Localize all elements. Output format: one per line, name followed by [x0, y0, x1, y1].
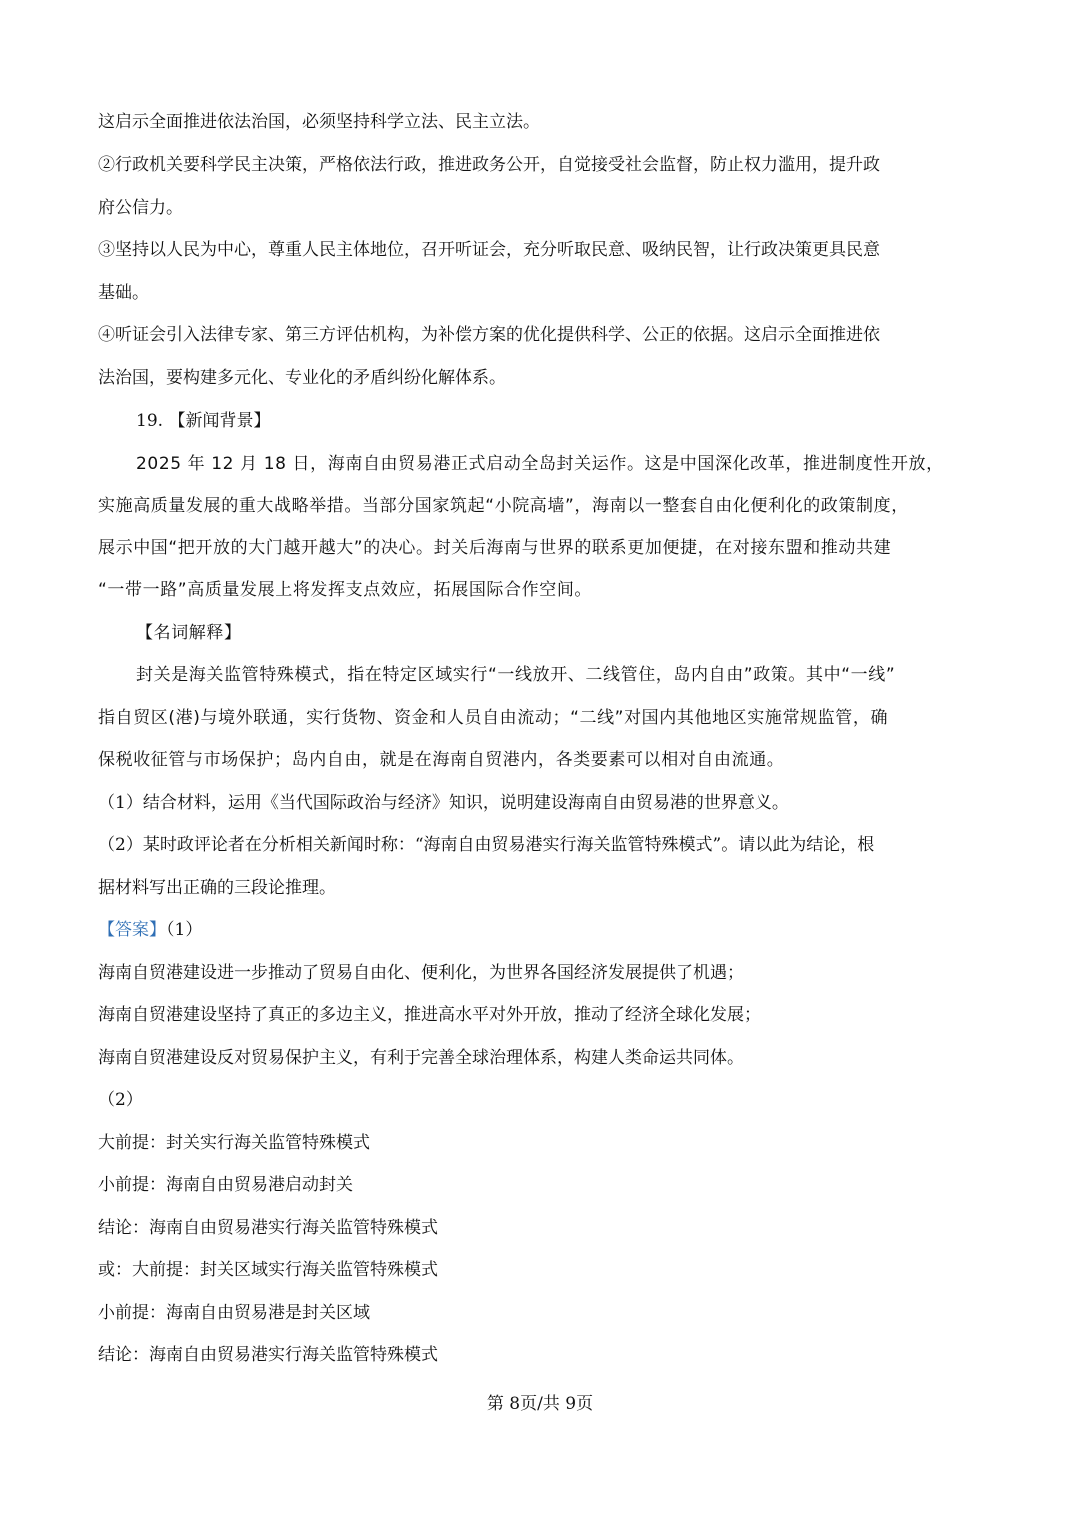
news-line: 2025 年 12 月 18 日，海南自由贸易港正式启动全岛封关运作。这是中国深化改革，推进制度性开放，	[136, 454, 944, 474]
text-line: 府公信力。	[98, 198, 183, 218]
answer-line: 海南自贸港建设反对贸易保护主义，有利于完善全球治理体系，构建人类命运共同体。	[98, 1048, 744, 1068]
term-line: 指自贸区(港)与境外联通，实行货物、资金和人员自由流动；“二线”对国内其他地区实施常规监管，确	[98, 708, 889, 728]
text-line: 基础。	[98, 283, 149, 303]
sub-question-2: （2）某时政评论者在分析相关新闻时称：“海南自由贸易港实行海关监管特殊模式”。请以此为结论，根	[98, 835, 875, 855]
term-line: 保税收征管与市场保护；岛内自由，就是在海南自贸港内，各类要素可以相对自由流通。	[98, 750, 785, 770]
syllogism-line: 结论：海南自由贸易港实行海关监管特殊模式	[98, 1345, 438, 1365]
answer-line: 海南自贸港建设进一步推动了贸易自由化、便利化，为世界各国经济发展提供了机遇；	[98, 963, 744, 983]
term-heading: 【名词解释】	[136, 623, 242, 643]
answer-header	[98, 916, 982, 944]
answer-part1-label: （1）	[166, 920, 203, 940]
question-header	[136, 407, 982, 435]
syllogism-line: 小前提：海南自由贸易港是封关区域	[98, 1303, 370, 1323]
syllogism-line: 大前提：封关实行海关监管特殊模式	[98, 1133, 370, 1153]
text-line: 这启示全面推进依法治国，必须坚持科学立法、民主立法。	[98, 112, 540, 132]
text-line: ③坚持以人民为中心，尊重人民主体地位，召开听证会，充分听取民意、吸纳民智，让行政决策更具民意	[98, 240, 880, 260]
news-line: 展示中国“把开放的大门越开越大”的决心。封关后海南与世界的联系更加便捷，在对接东盟和推动共建	[98, 538, 892, 558]
sub-question-2-cont: 据材料写出正确的三段论推理。	[98, 878, 336, 898]
text-line: ②行政机关要科学民主决策，严格依法行政，推进政务公开，自觉接受社会监督，防止权力滥用，提升政	[98, 155, 880, 175]
page-footer: 第 8页/共 9页	[486, 1394, 594, 1414]
answer-line: 海南自贸港建设坚持了真正的多边主义，推进高水平对外开放，推动了经济全球化发展；	[98, 1005, 761, 1025]
term-line: 封关是海关监管特殊模式，指在特定区域实行“一线放开、二线管住，岛内自由”政策。其中“一线”	[136, 665, 896, 685]
text-line: ④听证会引入法律专家、第三方评估机构，为补偿方案的优化提供科学、公正的依据。这启示全面推进依	[98, 325, 880, 345]
syllogism-line: 结论：海南自由贸易港实行海关监管特殊模式	[98, 1218, 438, 1238]
news-line: 实施高质量发展的重大战略举措。当部分国家筑起“小院高墙”，海南以一整套自由化便利化的政策制度，	[98, 496, 909, 516]
syllogism-line: 或：大前提：封关区域实行海关监管特殊模式	[98, 1260, 438, 1280]
question-number: 19.	[136, 411, 164, 431]
sub-question-1: （1）结合材料，运用《当代国际政治与经济》知识，说明建设海南自由贸易港的世界意义。	[98, 793, 789, 813]
text-line: 法治国，要构建多元化、专业化的矛盾纠纷化解体系。	[98, 368, 506, 388]
news-heading: 【新闻背景】	[168, 411, 271, 431]
news-line: “一带一路”高质量发展上将发挥支点效应，拓展国际合作空间。	[98, 580, 593, 600]
syllogism-line: 小前提：海南自由贸易港启动封关	[98, 1175, 353, 1195]
answer-tag: 【答案】	[98, 920, 166, 940]
answer-part2-label: （2）	[98, 1090, 143, 1110]
